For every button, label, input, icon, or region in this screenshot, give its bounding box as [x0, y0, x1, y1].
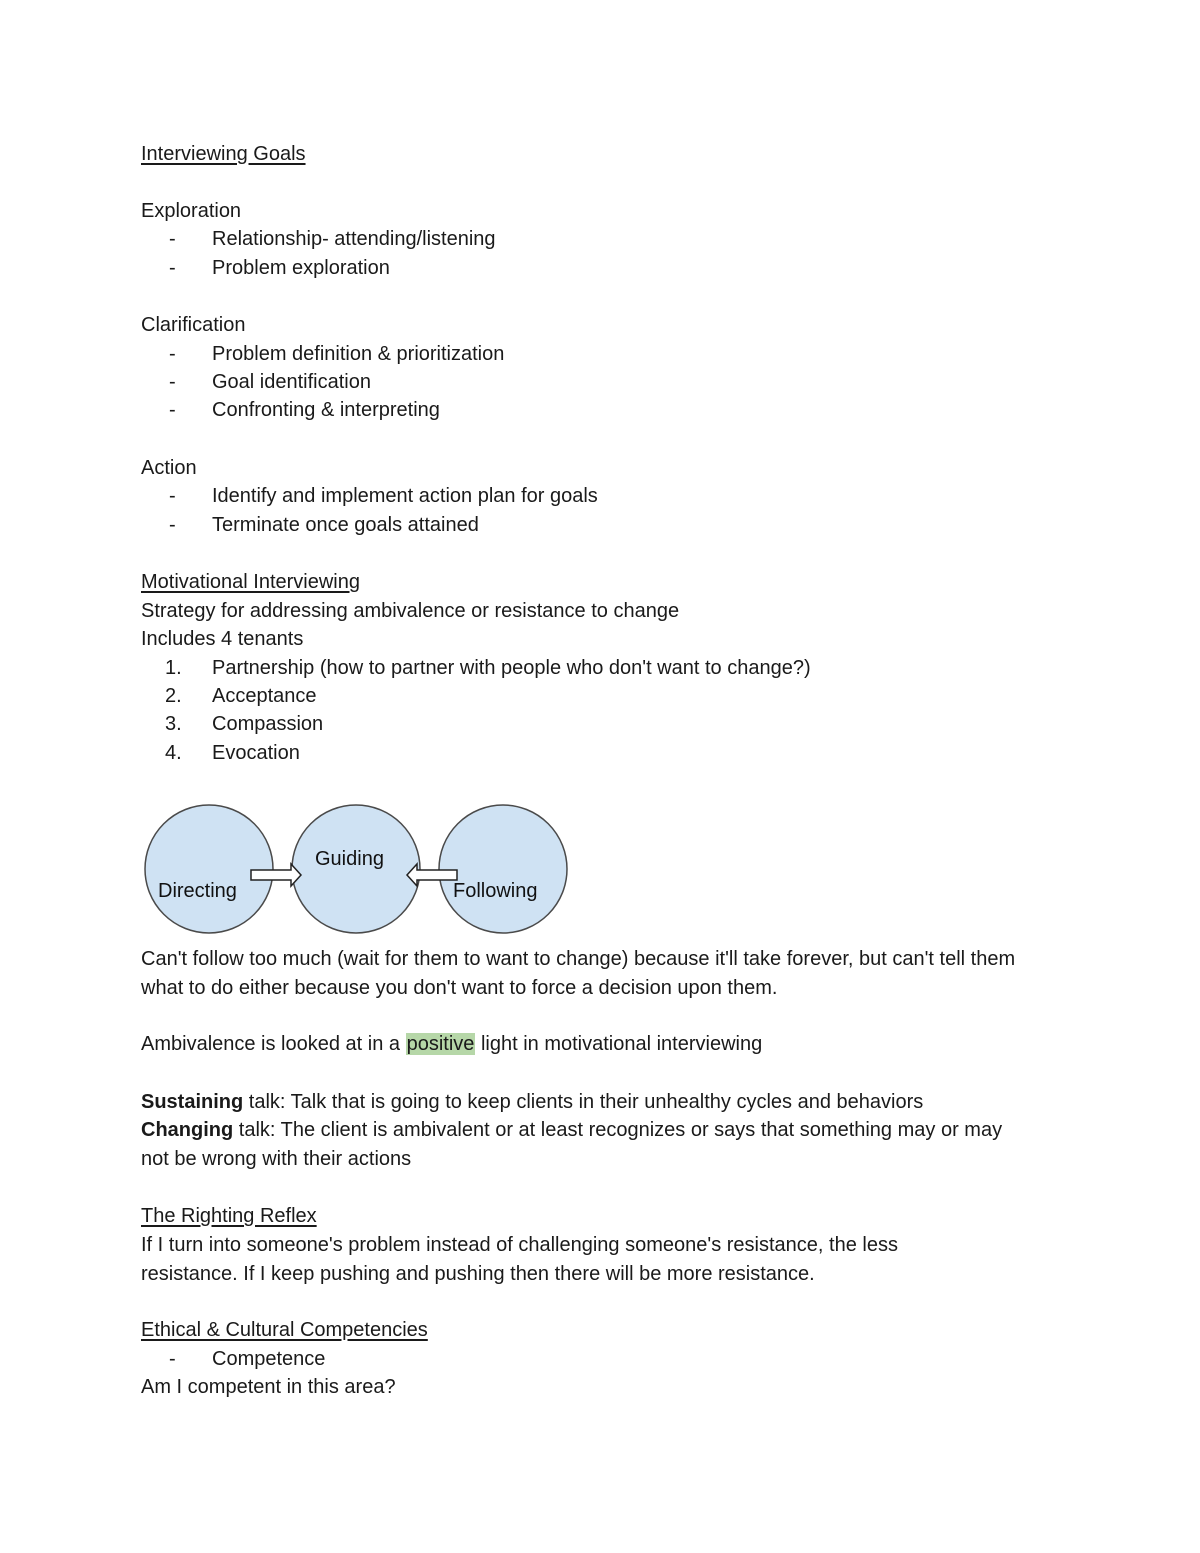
strategy-line: Strategy for addressing ambivalence or resistance to change — [141, 600, 680, 622]
following-circle — [439, 805, 567, 933]
bullet-dash: - — [169, 399, 176, 421]
following-label: Following — [453, 880, 538, 902]
righting-reflex-title: The Righting Reflex — [141, 1205, 317, 1227]
changing-talk — [141, 1116, 1031, 1173]
interviewing-goals-title: Interviewing Goals — [141, 143, 306, 165]
list-number: 3. — [165, 713, 182, 735]
list-item-text: Relationship- attending/listening — [212, 228, 496, 250]
sustaining-talk — [141, 1088, 1041, 1117]
follow-paragraph: Can't follow too much (wait for them to want to change) because it'll take forever, but can't tell them what to do either because you don't want to force a decision upon them. — [141, 948, 1016, 999]
directing-guiding-following-diagram — [141, 796, 573, 942]
action-heading: Action — [141, 457, 197, 479]
ambivalence-text-after: light in motivational interviewing — [475, 1033, 763, 1055]
list-item-text: Partnership (how to partner with people who don't want to change?) — [212, 657, 811, 679]
list-item-text: Problem exploration — [212, 257, 390, 279]
changing-text: talk: The client is ambivalent or at least recognizes or says that something may or may not be wrong with their actions — [141, 1119, 1003, 1170]
bullet-dash: - — [169, 343, 176, 365]
bullet-dash: - — [169, 514, 176, 536]
list-item-text: Goal identification — [212, 371, 371, 393]
competence-question: Am I competent in this area? — [141, 1376, 396, 1398]
changing-term: Changing — [141, 1119, 234, 1141]
bullet-dash: - — [169, 371, 176, 393]
list-item-text: Evocation — [212, 742, 300, 764]
clarification-heading: Clarification — [141, 314, 246, 336]
righting-reflex-paragraph: If I turn into someone's problem instead of challenging someone's resistance, the less resistance. If I keep pushing and pushing then there will be more resistance. — [141, 1234, 898, 1285]
bullet-dash: - — [169, 485, 176, 507]
guiding-label: Guiding — [315, 848, 384, 870]
directing-label: Directing — [158, 880, 237, 902]
list-number: 2. — [165, 685, 182, 707]
directing-circle — [145, 805, 273, 933]
sustaining-text: talk: Talk that is going to keep clients in their unhealthy cycles and behaviors — [243, 1091, 924, 1113]
list-item-text: Compassion — [212, 713, 324, 735]
bullet-dash: - — [169, 228, 176, 250]
bullet-dash: - — [169, 257, 176, 279]
ambivalence-line — [141, 1030, 762, 1058]
list-item-text: Identify and implement action plan for goals — [212, 485, 598, 507]
ambivalence-text-before: Ambivalence is looked at in a — [141, 1033, 406, 1055]
positive-highlight: positive — [406, 1033, 475, 1055]
list-item-text: Problem definition & prioritization — [212, 343, 505, 365]
motivational-interviewing-title: Motivational Interviewing — [141, 571, 360, 593]
bullet-dash: - — [169, 1348, 176, 1370]
list-item-text: Confronting & interpreting — [212, 399, 440, 421]
list-number: 1. — [165, 657, 182, 679]
list-number: 4. — [165, 742, 182, 764]
list-item-text: Terminate once goals attained — [212, 514, 479, 536]
sustaining-term: Sustaining — [141, 1091, 244, 1113]
ethical-title: Ethical & Cultural Competencies — [141, 1319, 428, 1341]
tenants-intro: Includes 4 tenants — [141, 628, 304, 650]
list-item-text: Acceptance — [212, 685, 317, 707]
list-item-text: Competence — [212, 1348, 326, 1370]
exploration-heading: Exploration — [141, 200, 242, 222]
